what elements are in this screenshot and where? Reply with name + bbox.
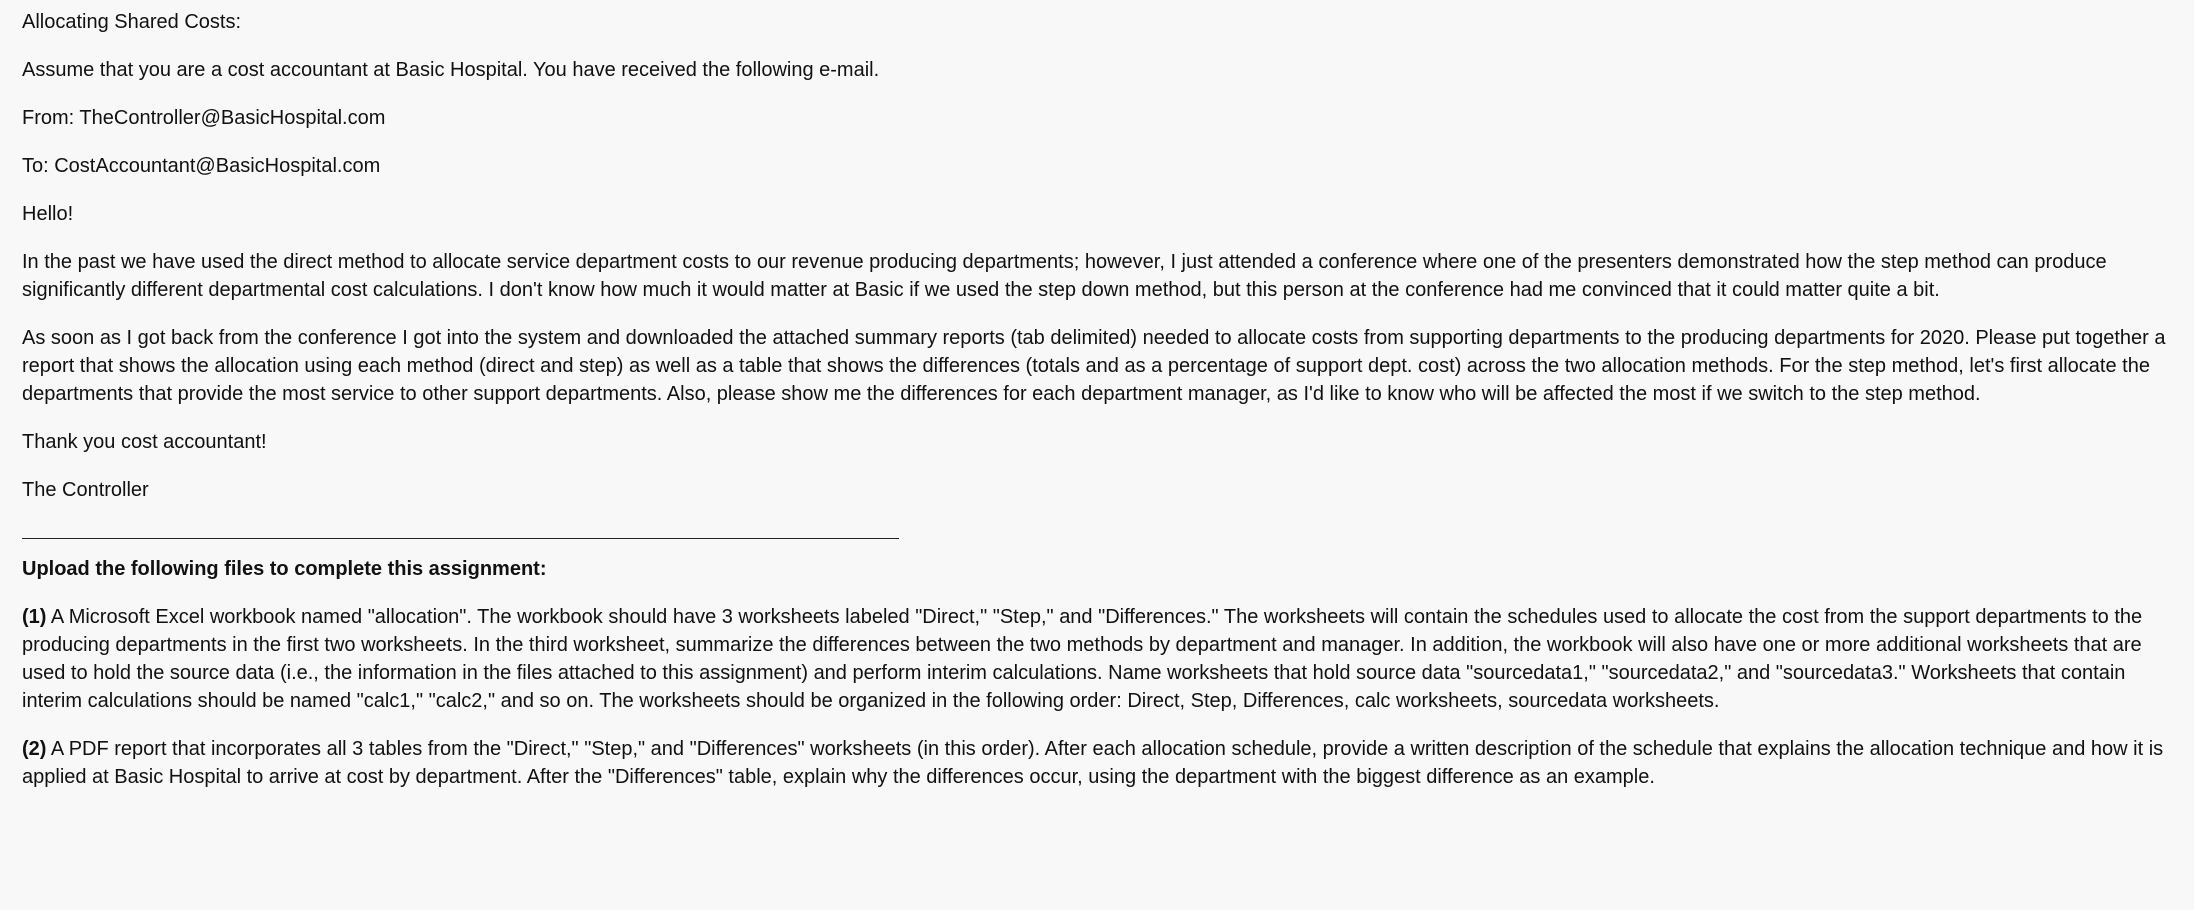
item-marker: (1) — [22, 606, 47, 628]
item-marker: (2) — [22, 738, 47, 760]
requirement-item-2 — [22, 735, 2172, 791]
email-to: To: CostAccountant@BasicHospital.com — [22, 155, 381, 177]
email-paragraph-1: In the past we have used the direct method to allocate service department costs to our revenue producing departments; however, I just attended a conference where one of the presenters demonstrated how the step method can produce significantly different departmental cost calculations. I don't know how much it would matter at Basic if we used the step down method, but this person at the conference had me convinced that it could matter quite a bit. — [22, 251, 2107, 301]
email-paragraph-2: As soon as I got back from the conference I got into the system and downloaded the attached summary reports (tab delimited) needed to allocate costs from supporting departments to the producing departments for 2020. Please put together a report that shows the allocation using each method (direct and step) as well as a table that shows the differences (totals and as a percentage of support dept. cost) across the two allocation methods. For the step method, let's first allocate the departments that provide the most service to other support departments. Also, please show me the differences for each department manager, as I'd like to know who will be affected the most if we switch to the step method. — [22, 327, 2166, 405]
item-text: A PDF report that incorporates all 3 tables from the "Direct," "Step," and "Differences" worksheets (in this order). After each allocation schedule, provide a written description of the schedule that explains the allocation technique and how it is applied at Basic Hospital to arrive at cost by department. After the "Differences" table, explain why the differences occur, using the department with the biggest difference as an example. — [22, 738, 2164, 788]
page-title: Allocating Shared Costs: — [22, 11, 242, 33]
requirement-item-1 — [22, 603, 2172, 715]
email-signature: The Controller — [22, 479, 149, 501]
intro-text: Assume that you are a cost accountant at Basic Hospital. You have received the following e-mail. — [22, 59, 880, 81]
email-greeting: Hello! — [22, 203, 74, 225]
email-thanks: Thank you cost accountant! — [22, 431, 267, 453]
email-from: From: TheController@BasicHospital.com — [22, 107, 386, 129]
item-text: A Microsoft Excel workbook named "allocation". The workbook should have 3 worksheets labeled "Direct," "Step," and "Differences." The worksheets will contain the schedules used to allocate the cost from the support departments to the producing departments in the first two worksheets. In the third worksheet, summarize the differences between the two methods by department and manager. In addition, the workbook will also have one or more additional worksheets that are used to hold the source data (i.e., the information in the files attached to this assignment) and perform interim calculations. Name worksheets that hold source data "sourcedata1," "sourcedata2," and "sourcedata3." Worksheets that contain interim calculations should be named "calc1," "calc2," and so on. The worksheets should be organized in the following order: Direct, Step, Differences, calc worksheets, sourcedata worksheets. — [22, 606, 2143, 712]
upload-heading: Upload the following files to complete this assignment: — [22, 558, 547, 580]
divider — [22, 538, 899, 539]
